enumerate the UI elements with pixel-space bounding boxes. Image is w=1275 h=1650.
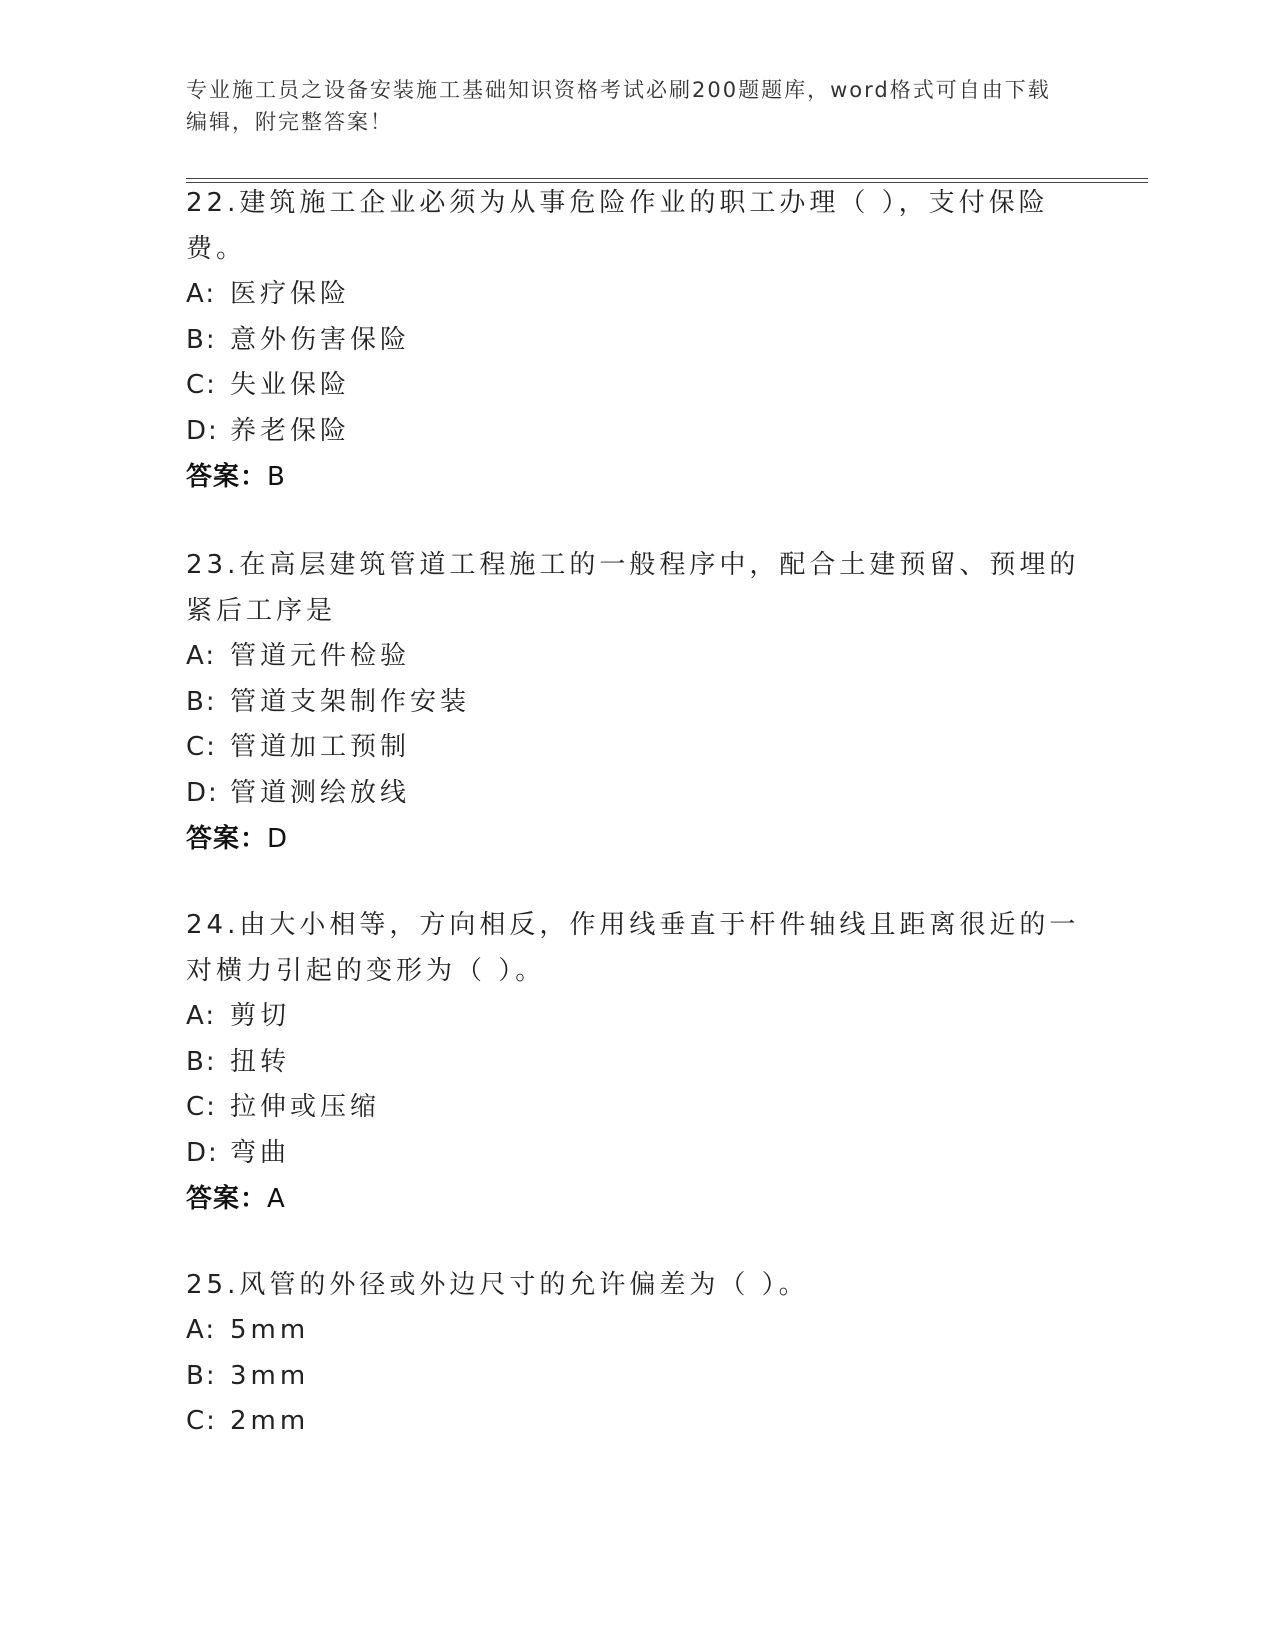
answer-label: 答案： <box>186 1184 268 1214</box>
option-letter: B: <box>186 1360 217 1391</box>
option-text: 管道元件检验 <box>230 641 411 671</box>
option-text: 管道测绘放线 <box>230 777 411 808</box>
option-letter: C: <box>186 1092 217 1122</box>
question-24 <box>186 902 1086 1222</box>
option-a <box>186 272 1086 318</box>
option-b <box>186 318 1086 364</box>
option-letter: C: <box>186 370 217 400</box>
option-letter: B: <box>186 324 217 355</box>
option-letter: A: <box>186 1001 217 1031</box>
option-letter: A: <box>186 641 217 671</box>
option-letter: A: <box>186 279 217 309</box>
option-d <box>186 771 1086 817</box>
option-letter: D: <box>186 415 219 446</box>
answer-line <box>186 816 1086 862</box>
answer-value: D <box>267 824 289 854</box>
option-text: 拉伸或压缩 <box>230 1092 381 1122</box>
option-letter: A: <box>186 1315 217 1345</box>
question-stem: 23.在高层建筑管道工程施工的一般程序中，配合土建预留、预埋的紧后工序是 <box>186 550 1080 626</box>
option-letter: D: <box>186 1137 219 1168</box>
option-text: 剪切 <box>230 1001 291 1031</box>
option-letter: C: <box>186 1406 217 1436</box>
option-text: 弯曲 <box>230 1137 291 1168</box>
answer-line <box>186 454 1086 500</box>
question-25 <box>186 1262 1086 1445</box>
option-text: 扭转 <box>230 1046 291 1077</box>
option-c <box>186 725 1086 771</box>
option-letter: D: <box>186 777 219 808</box>
option-c <box>186 1399 1086 1445</box>
question-stem: 25.风管的外径或外边尺寸的允许偏差为（ ）。 <box>186 1270 809 1300</box>
answer-value: B <box>267 462 286 492</box>
option-text: 养老保险 <box>230 415 351 446</box>
question-stem: 24.由大小相等，方向相反，作用线垂直于杆件轴线且距离很近的一对横力引起的变形为（ ）。 <box>186 910 1080 986</box>
option-b <box>186 1040 1086 1086</box>
option-text: 医疗保险 <box>230 279 351 309</box>
option-a <box>186 994 1086 1040</box>
option-text: 5mm <box>230 1315 310 1345</box>
option-text: 2mm <box>230 1406 310 1436</box>
answer-value: A <box>267 1184 286 1214</box>
option-c <box>186 1085 1086 1131</box>
question-23 <box>186 542 1086 862</box>
answer-label: 答案： <box>186 824 268 854</box>
option-c <box>186 363 1086 409</box>
answer-label: 答案： <box>186 462 268 492</box>
option-letter: B: <box>186 1046 217 1077</box>
option-a <box>186 1308 1086 1354</box>
option-a <box>186 634 1086 680</box>
option-text: 3mm <box>230 1360 310 1391</box>
option-text: 意外伤害保险 <box>230 324 411 355</box>
question-22 <box>186 180 1086 500</box>
option-b <box>186 1354 1086 1400</box>
option-b <box>186 680 1086 726</box>
option-letter: B: <box>186 686 217 717</box>
option-text: 管道加工预制 <box>230 732 411 762</box>
option-text: 管道支架制作安装 <box>230 686 471 717</box>
option-letter: C: <box>186 732 217 762</box>
answer-line <box>186 1176 1086 1222</box>
option-d <box>186 409 1086 455</box>
option-d <box>186 1131 1086 1177</box>
question-stem: 22.建筑施工企业必须为从事危险作业的职工办理（ ），支付保险费。 <box>186 188 1049 264</box>
option-text: 失业保险 <box>230 370 351 400</box>
document-header: 专业施工员之设备安装施工基础知识资格考试必刷200题题库，word格式可自由下载编辑，附完整答案！ <box>186 78 1051 134</box>
